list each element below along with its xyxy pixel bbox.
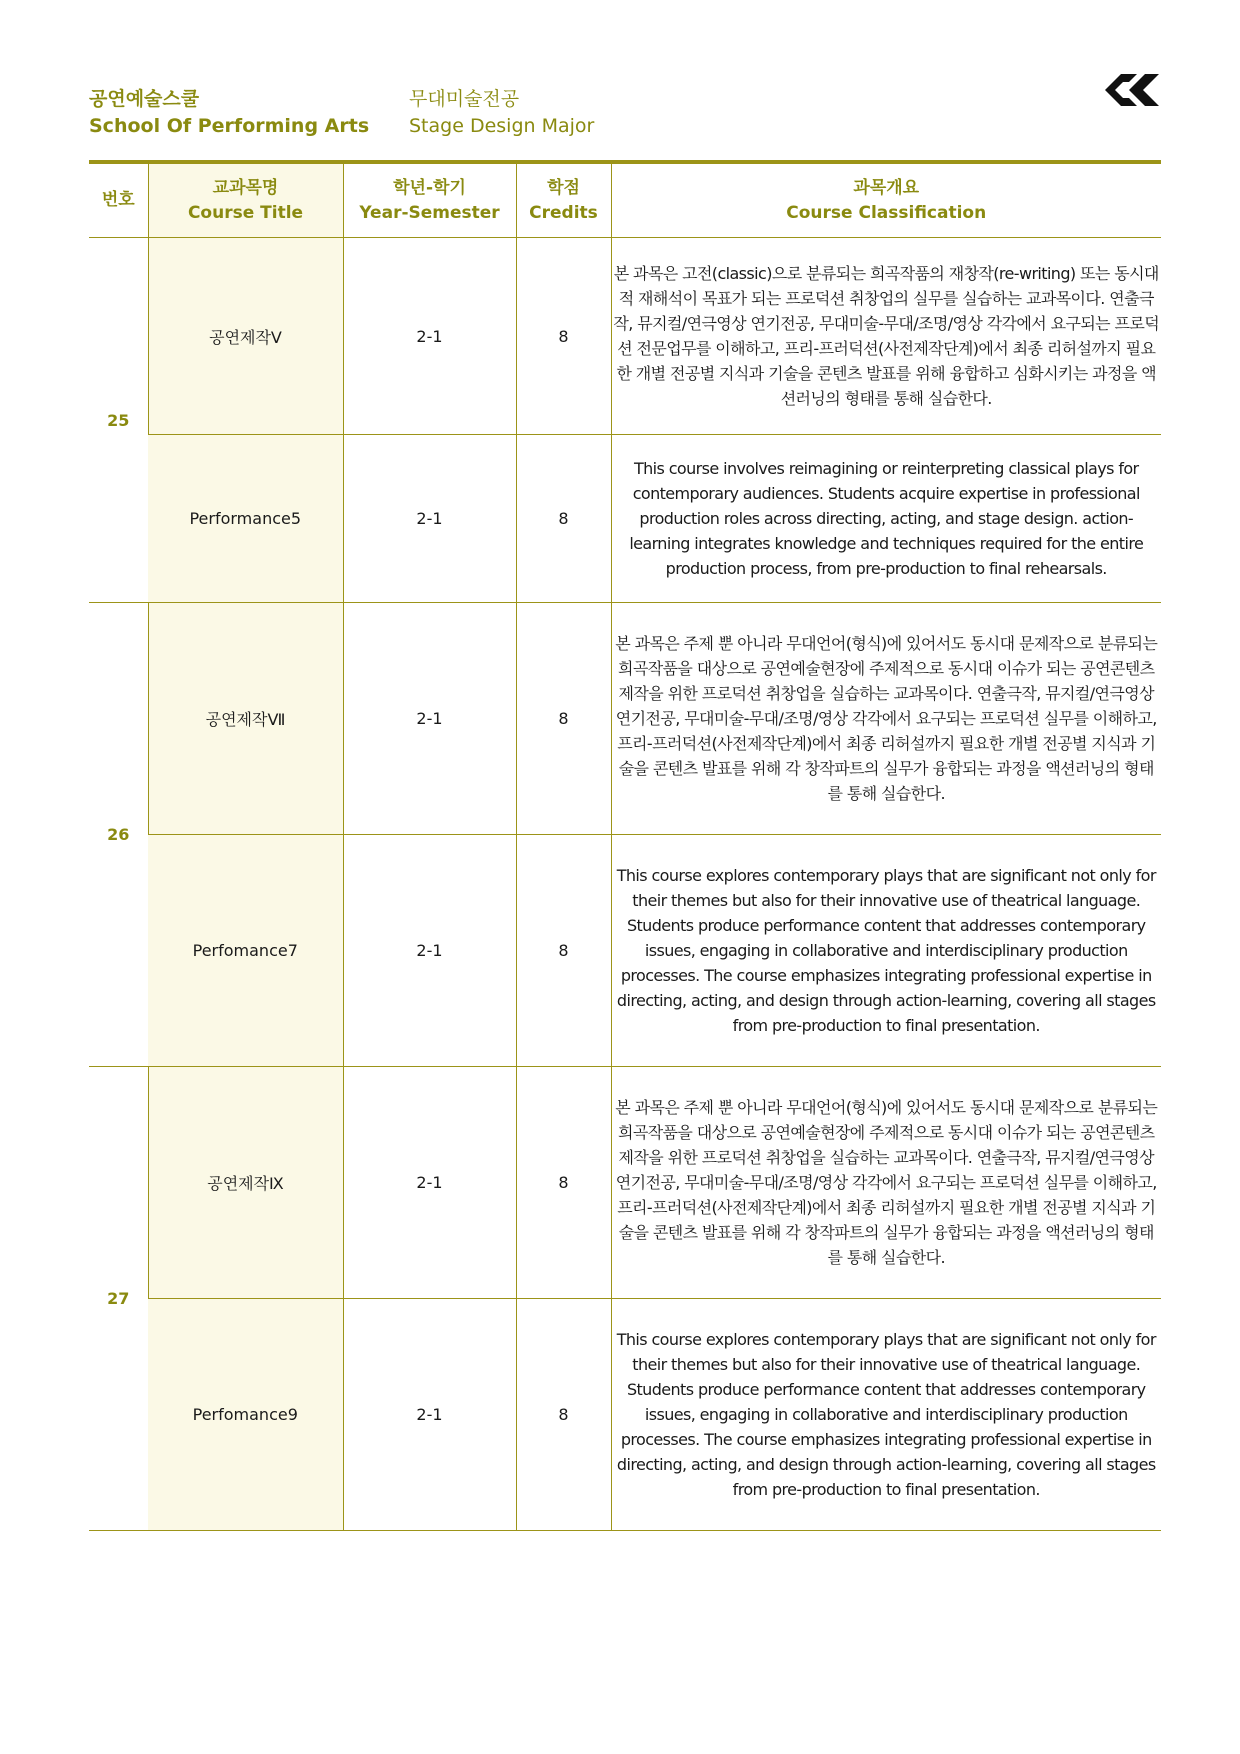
credits: 8 xyxy=(516,435,611,603)
course-title: 공연제작Ⅶ xyxy=(148,603,343,835)
course-title: 공연제작Ⅴ xyxy=(148,238,343,435)
major-name xyxy=(409,86,594,140)
table-row xyxy=(89,1299,1161,1531)
table-row xyxy=(89,603,1161,835)
course-title: 공연제작Ⅸ xyxy=(148,1067,343,1299)
course-description: 본 과목은 고전(classic)으로 분류되는 희곡작품의 재창작(re-writing) 또는 동시대적 재해석이 목표가 되는 프로덕션 취창업의 실무를 실습하는 교과목이다. 연출극작, 뮤지컬/연극영상 연기전공, 무대미술-무대/조명/영상 각각에서 요구되는 프로덕션 전문업무를 이해하고, 프리-프러덕션(사전제작단계)에서 최종 리허설까지 필요한 개별 전공별 지식과 기술을 콘텐츠 발표를 위해 융합하고 심화시키는 과정을 액션러닝의 형태를 통해 실습한다. xyxy=(611,238,1161,435)
col-header-credits: 학점 Credits xyxy=(516,162,611,238)
credits: 8 xyxy=(516,238,611,435)
credits: 8 xyxy=(516,1299,611,1531)
col-header-course-classification: 과목개요 Course Classification xyxy=(611,162,1161,238)
col-header-number: 번호 xyxy=(89,162,148,238)
credits: 8 xyxy=(516,835,611,1067)
course-number: 27 xyxy=(89,1067,148,1531)
year-semester: 2-1 xyxy=(343,835,516,1067)
major-name-ko: 무대미술전공 xyxy=(409,88,520,110)
year-semester: 2-1 xyxy=(343,435,516,603)
table-header-row xyxy=(89,162,1161,238)
school-name xyxy=(89,86,369,140)
course-description: This course involves reimagining or reinterpreting classical plays for contemporary audiences. Students acquire expertise in professional production roles across directing, acting, and stage design. action-learning integrates knowledge and techniques required for the entire production process, from pre-production to final rehearsals. xyxy=(611,435,1161,603)
course-title: Performance5 xyxy=(148,435,343,603)
year-semester: 2-1 xyxy=(343,1299,516,1531)
page-header xyxy=(89,86,1161,146)
table-row xyxy=(89,238,1161,435)
course-title: Perfomance7 xyxy=(148,835,343,1067)
school-name-ko: 공연예술스쿨 xyxy=(89,88,200,110)
course-number: 26 xyxy=(89,603,148,1067)
course-description: This course explores contemporary plays that are significant not only for their themes but also for their innovative use of theatrical language. Students produce performance content that addresses contemporary issues, engaging in collaborative and interdisciplinary production processes. The course emphasizes integrating professional expertise in directing, acting, and design through action-learning, covering all stages from pre-production to final presentation. xyxy=(611,835,1161,1067)
year-semester: 2-1 xyxy=(343,238,516,435)
course-table xyxy=(89,160,1161,1531)
col-header-course-title: 교과목명 Course Title xyxy=(148,162,343,238)
school-name-en: School Of Performing Arts xyxy=(89,115,370,137)
course-title: Perfomance9 xyxy=(148,1299,343,1531)
table-row xyxy=(89,835,1161,1067)
credits: 8 xyxy=(516,1067,611,1299)
col-header-year-semester: 학년-학기 Year-Semester xyxy=(343,162,516,238)
table-row xyxy=(89,435,1161,603)
course-number: 25 xyxy=(89,238,148,603)
major-name-en: Stage Design Major xyxy=(409,115,595,137)
course-description: This course explores contemporary plays that are significant not only for their themes but also for their innovative use of theatrical language. Students produce performance content that addresses contemporary issues, engaging in collaborative and interdisciplinary production processes. The course emphasizes integrating professional expertise in directing, acting, and design through action-learning, covering all stages from pre-production to final presentation. xyxy=(611,1299,1161,1531)
year-semester: 2-1 xyxy=(343,1067,516,1299)
course-description: 본 과목은 주제 뿐 아니라 무대언어(형식)에 있어서도 동시대 문제작으로 분류되는 희곡작품을 대상으로 공연예술현장에 주제적으로 동시대 이슈가 되는 공연콘텐츠 제작을 위한 프로덕션 취창업을 실습하는 교과목이다. 연출극작, 뮤지컬/연극영상 연기전공, 무대미술-무대/조명/영상 각각에서 요구되는 프로덕션 실무를 이해하고, 프리-프러덕션(사전제작단계)에서 최종 리허설까지 필요한 개별 전공별 지식과 기술을 콘텐츠 발표를 위해 각 창작파트의 실무가 융합되는 과정을 액션러닝의 형태를 통해 실습한다. xyxy=(611,1067,1161,1299)
credits: 8 xyxy=(516,603,611,835)
course-description: 본 과목은 주제 뿐 아니라 무대언어(형식)에 있어서도 동시대 문제작으로 분류되는 희곡작품을 대상으로 공연예술현장에 주제적으로 동시대 이슈가 되는 공연콘텐츠 제작을 위한 프로덕션 취창업을 실습하는 교과목이다. 연출극작, 뮤지컬/연극영상 연기전공, 무대미술-무대/조명/영상 각각에서 요구되는 프로덕션 실무를 이해하고, 프리-프러덕션(사전제작단계)에서 최종 리허설까지 필요한 개별 전공별 지식과 기술을 콘텐츠 발표를 위해 각 창작파트의 실무가 융합되는 과정을 액션러닝의 형태를 통해 실습한다. xyxy=(611,603,1161,835)
year-semester: 2-1 xyxy=(343,603,516,835)
ck-logo-icon xyxy=(1101,70,1161,110)
table-row xyxy=(89,1067,1161,1299)
